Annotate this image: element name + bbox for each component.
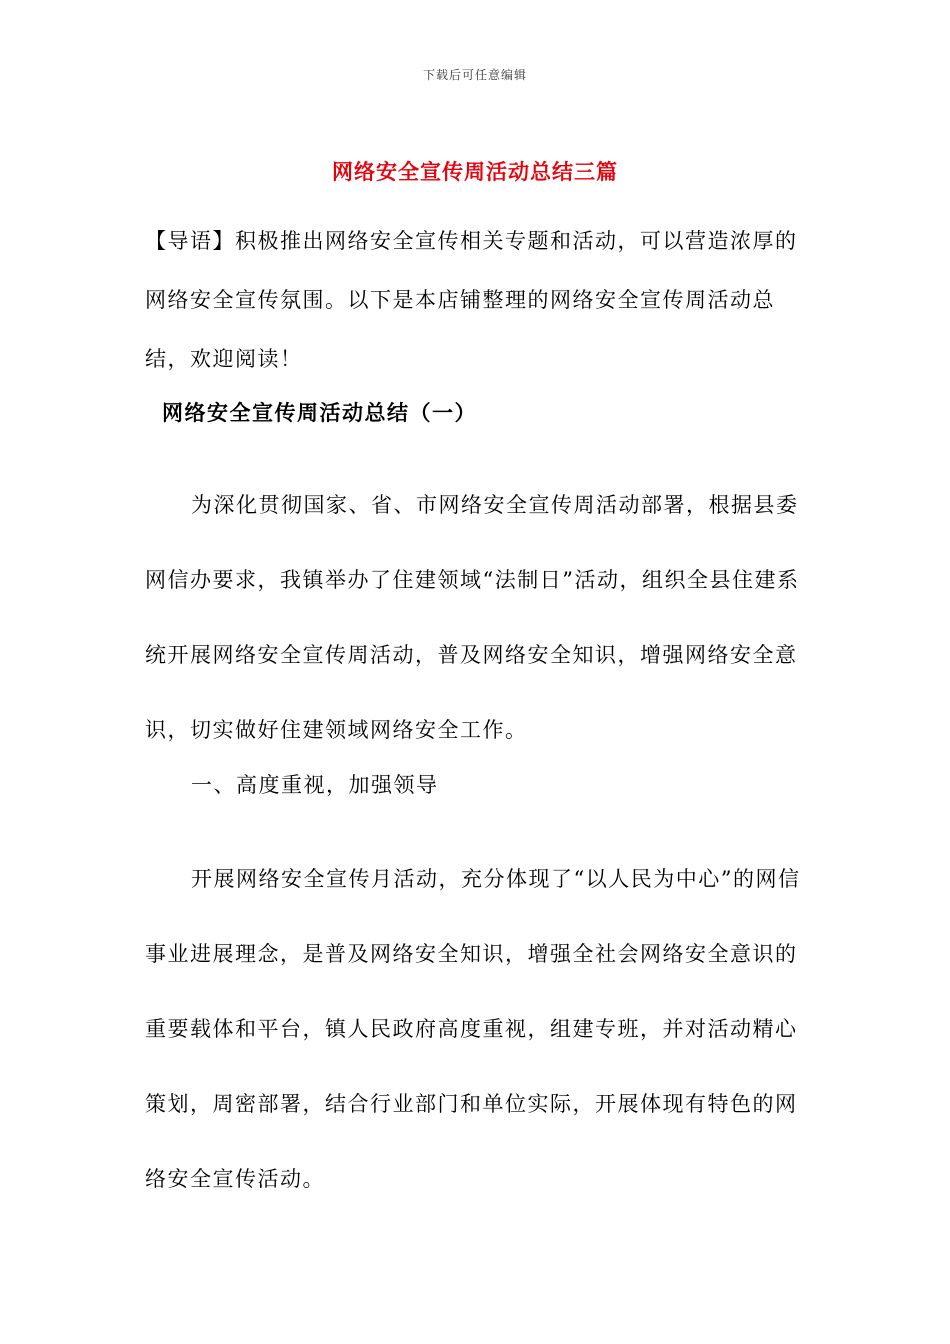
document-title: 网络安全宣传周活动总结三篇 (332, 159, 618, 184)
section-heading: 网络安全宣传周活动总结（一） (162, 400, 477, 425)
page-header-note: 下载后可任意编辑 (422, 68, 527, 82)
body-paragraph-2: 开展网络安全宣传月活动，充分体现了“以人民为中心”的网信事业进展理念，是普及网络安全知识，增强全社会网络安全意识的重要载体和平台，镇人民政府高度重视，组建专班，并对活动精心策划，周密部署，结合行业部门和单位实际，开展体现有特色的网络安全宣传活动。 (145, 867, 801, 1191)
body-paragraph-1: 为深化贯彻国家、省、市网络安全宣传周活动部署，根据县委网信办要求，我镇举办了住建领域“法制日”活动，组织全县住建系统开展网络安全宣传周活动，普及网络安全知识，增强网络安全意识，切实做好住建领域网络安全工作。 (145, 493, 800, 742)
intro-paragraph: 【导语】积极推出网络安全宣传相关专题和活动，可以营造浓厚的网络安全宣传氛围。以下是本店铺整理的网络安全宣传周活动总结，欢迎阅读！ (145, 229, 798, 371)
subheading-1: 一、高度重视，加强领导 (191, 773, 439, 797)
